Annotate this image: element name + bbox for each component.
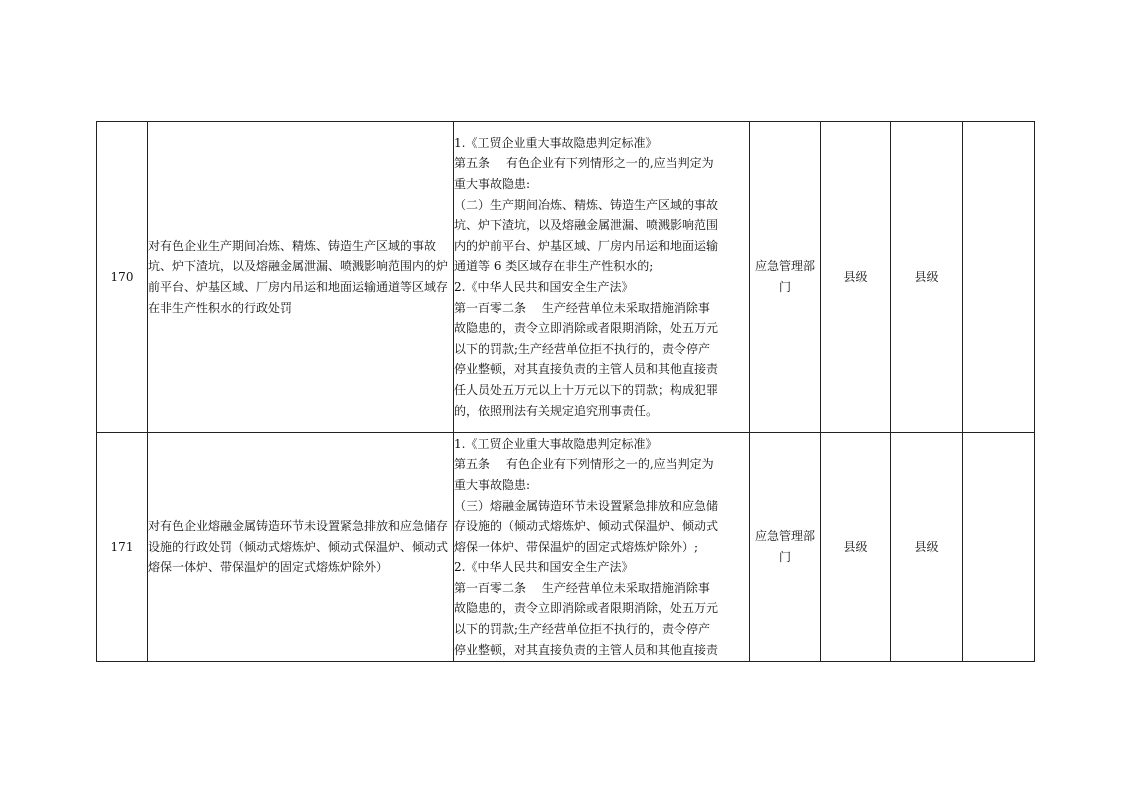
note <box>963 122 1035 433</box>
basis-line: 任人员处五万元以上十万元以下的罚款；构成犯罪 <box>454 382 719 397</box>
basis-line: 重大事故隐患: <box>454 177 531 192</box>
jurisdiction-level-a: 县级 <box>821 122 891 433</box>
legal-basis <box>454 433 750 662</box>
basis-line: 以下的罚款;生产经营单位拒不执行的，责令停产 <box>454 341 711 356</box>
basis-line: 第五条 有色企业有下列情形之一的,应当判定为 <box>454 156 714 171</box>
item-name-text: 对有色企业生产期间冶炼、精炼、铸造生产区域的事故坑、炉下渣坑，以及熔融金属泄漏、喷溅影响范围内的炉前平台、炉基区域、厂房内吊运和地面运输通道等区域存在非生产性积水的行政处罚 <box>148 238 449 315</box>
item-name-text: 对有色企业熔融金属铸造环节未设置紧急排放和应急储存设施的行政处罚（倾动式熔炼炉、倾动式保温炉、倾动式熔保一体炉、带保温炉的固定式熔炼炉除外） <box>148 519 449 575</box>
basis-line: 故隐患的，责令立即消除或者限期消除，处五万元 <box>454 321 719 336</box>
basis-line: 1.《工贸企业重大事故隐患判定标准》 <box>454 135 658 150</box>
penalty-table <box>96 121 1035 662</box>
jurisdiction-level-b: 县级 <box>891 122 963 433</box>
basis-line: 第一百零二条 生产经营单位未采取措施消除事 <box>454 300 710 315</box>
table-row <box>97 433 1035 662</box>
basis-line: 第五条 有色企业有下列情形之一的,应当判定为 <box>454 457 714 472</box>
basis-line: 停业整顿，对其直接负责的主管人员和其他直接责 <box>454 642 719 657</box>
basis-line: 熔保一体炉、带保温炉的固定式熔炼炉除外）; <box>454 539 699 554</box>
item-name <box>148 433 454 662</box>
basis-line: 坑、炉下渣坑，以及熔融金属泄漏、喷溅影响范围 <box>454 218 719 233</box>
jurisdiction-level-a: 县级 <box>821 433 891 662</box>
basis-line: 的，依照刑法有关规定追究刑事责任。 <box>454 403 659 418</box>
department: 应急管理部门 <box>750 433 821 662</box>
basis-line: 第一百零二条 生产经营单位未采取措施消除事 <box>454 580 710 595</box>
row-number: 171 <box>97 433 148 662</box>
basis-line: 停业整顿，对其直接负责的主管人员和其他直接责 <box>454 362 719 377</box>
basis-line: 通道等 6 类区域存在非生产性积水的; <box>454 259 654 274</box>
table-row <box>97 122 1035 433</box>
item-name <box>148 122 454 433</box>
basis-line: 2.《中华人民共和国安全生产法》 <box>454 280 634 294</box>
basis-line: 故隐患的，责令立即消除或者限期消除，处五万元 <box>454 601 719 616</box>
basis-line: 重大事故隐患: <box>454 477 531 492</box>
basis-line: （三）熔融金属铸造环节未设置紧急排放和应急储 <box>454 498 719 513</box>
basis-line: 以下的罚款;生产经营单位拒不执行的，责令停产 <box>454 622 711 637</box>
legal-basis <box>454 122 750 433</box>
basis-line: 1.《工贸企业重大事故隐患判定标准》 <box>454 436 658 451</box>
basis-line: 内的炉前平台、炉基区域、厂房内吊运和地面运输 <box>454 238 719 253</box>
note <box>963 433 1035 662</box>
department: 应急管理部门 <box>750 122 821 433</box>
row-number: 170 <box>97 122 148 433</box>
jurisdiction-level-b: 县级 <box>891 433 963 662</box>
basis-line: 存设施的（倾动式熔炼炉、倾动式保温炉、倾动式 <box>454 519 719 534</box>
basis-line: （二）生产期间冶炼、精炼、铸造生产区域的事故 <box>454 197 719 212</box>
basis-line: 2.《中华人民共和国安全生产法》 <box>454 560 634 575</box>
